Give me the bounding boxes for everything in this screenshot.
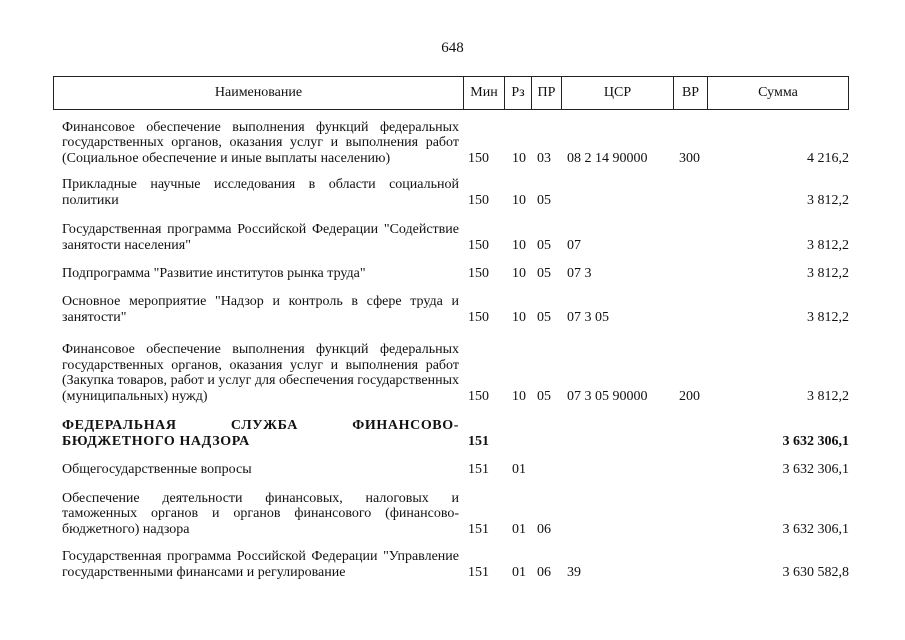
row-pr: 03 [537, 150, 551, 166]
row-sum: 3 812,2 [807, 192, 849, 208]
row-pr: 05 [537, 237, 551, 253]
row-vr: 300 [679, 150, 700, 166]
table-row [53, 417, 849, 449]
row-name: Государственная программа Российской Федерации "Управление государственными финансами и регулирование [62, 549, 459, 580]
row-pr: 06 [537, 521, 551, 537]
row-min: 150 [468, 309, 489, 325]
header-rz: Рз [505, 77, 532, 109]
table-row [53, 292, 849, 325]
row-rz: 10 [512, 237, 526, 253]
row-name: Государственная программа Российской Федерации "Содействие занятости населения" [62, 222, 459, 253]
row-pr: 05 [537, 265, 551, 281]
row-min: 150 [468, 192, 489, 208]
header-vr: ВР [674, 77, 708, 109]
row-min: 150 [468, 150, 489, 166]
row-rz: 10 [512, 309, 526, 325]
header-csr: ЦСР [562, 77, 674, 109]
row-min: 151 [468, 521, 489, 537]
table-row [53, 460, 849, 477]
table-row [53, 176, 849, 208]
row-rz: 10 [512, 265, 526, 281]
table-row [53, 340, 849, 404]
row-pr: 06 [537, 564, 551, 580]
row-sum: 3 630 582,8 [782, 564, 849, 580]
table-row [53, 488, 849, 537]
row-name: Обеспечение деятельности финансовых, налоговых и таможенных органов и органов финансового (финансово-бюджетного) надзора [62, 490, 459, 537]
row-name: Финансовое обеспечение выполнения функций федеральных государственных органов, оказания услуг и выполнения работ (Закупка товаров, работ и услуг для обеспечения государственных (муниципальных) нужд) [62, 342, 459, 404]
row-pr: 05 [537, 309, 551, 325]
row-sum: 3 632 306,1 [782, 521, 849, 537]
row-csr: 08 2 14 90000 [567, 150, 648, 166]
row-sum: 3 812,2 [807, 237, 849, 253]
row-csr: 39 [567, 564, 581, 580]
row-vr: 200 [679, 388, 700, 404]
row-min: 150 [468, 388, 489, 404]
row-min: 150 [468, 265, 489, 281]
header-min: Мин [464, 77, 505, 109]
row-sum: 3 632 306,1 [782, 433, 849, 449]
row-csr: 07 [567, 237, 581, 253]
row-min: 150 [468, 237, 489, 253]
row-sum: 3 632 306,1 [782, 461, 849, 477]
header-name: Наименование [54, 77, 464, 109]
table-row [53, 548, 849, 580]
row-rz: 10 [512, 388, 526, 404]
row-name: Общегосударственные вопросы [62, 461, 252, 477]
header-pr: ПР [532, 77, 562, 109]
row-name: Основное мероприятие "Надзор и контроль в сфере труда и занятости" [62, 294, 459, 325]
table-row [53, 118, 849, 166]
row-min: 151 [468, 433, 489, 449]
row-csr: 07 3 05 90000 [567, 388, 648, 404]
row-csr: 07 3 [567, 265, 592, 281]
row-pr: 05 [537, 192, 551, 208]
row-min: 151 [468, 564, 489, 580]
row-csr: 07 3 05 [567, 309, 609, 325]
row-rz: 01 [512, 461, 526, 477]
page-number: 648 [441, 40, 464, 56]
row-sum: 4 216,2 [807, 150, 849, 166]
row-pr: 05 [537, 388, 551, 404]
row-min: 151 [468, 461, 489, 477]
table-row [53, 264, 849, 281]
header-sum: Сумма [758, 85, 798, 100]
row-name: Подпрограмма "Развитие институтов рынка труда" [62, 265, 366, 281]
row-name: ФЕДЕРАЛЬНАЯ СЛУЖБА ФИНАНСОВО-БЮДЖЕТНОГО НАДЗОРА [62, 418, 459, 449]
row-sum: 3 812,2 [807, 388, 849, 404]
row-rz: 01 [512, 564, 526, 580]
row-rz: 10 [512, 150, 526, 166]
row-sum: 3 812,2 [807, 309, 849, 325]
row-rz: 10 [512, 192, 526, 208]
table-header [53, 76, 849, 110]
row-sum: 3 812,2 [807, 265, 849, 281]
row-name: Финансовое обеспечение выполнения функций федеральных государственных органов, оказания услуг и выполнения работ (Социальное обеспечение и иные выплаты населению) [62, 119, 459, 166]
row-rz: 01 [512, 521, 526, 537]
table-row [53, 220, 849, 253]
row-name: Прикладные научные исследования в области социальной политики [62, 177, 459, 208]
